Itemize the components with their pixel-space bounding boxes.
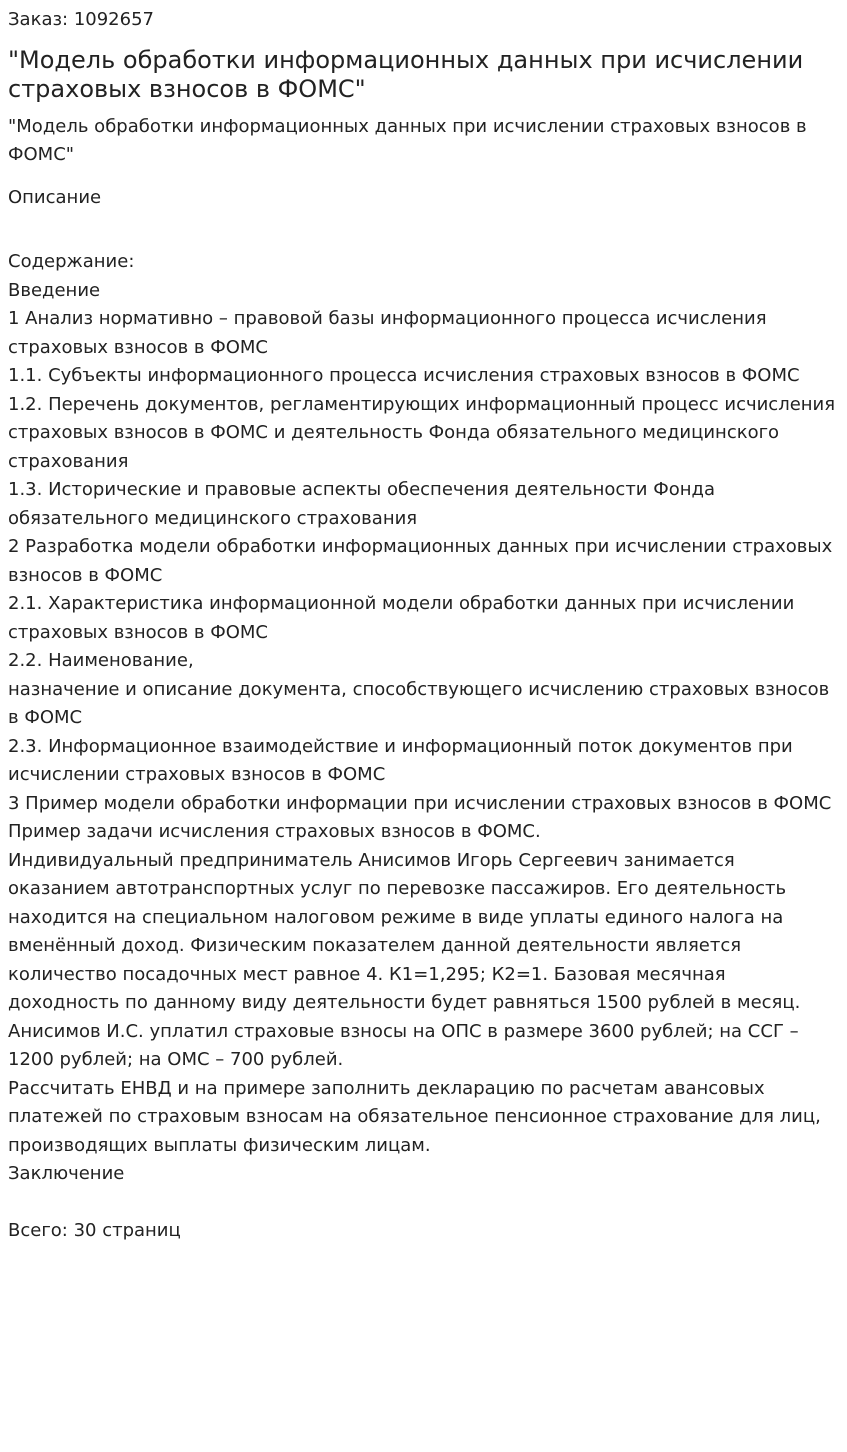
content-line: Индивидуальный предприниматель Анисимов Игорь Сергеевич занимается оказанием автотранспортных услуг по перевозке пассажиров. Его деятельность находится на специальном налоговом режиме в виде уплаты единого налога на вменённый доход. Физическим показателем данной деятельности является количество посадочных мест равное 4. К1=1,295; К2=1. Базовая месячная доходность по данному виду деятельности будет равняться 1500 рублей в месяц. Анисимов И.С. уплатил страховые взносы на ОПС в размере 3600 рублей; на ССГ – 1200 рублей; на ОМС – 700 рублей.	[8, 849, 801, 1070]
content-line: Заключение	[8, 1163, 125, 1184]
content-line: Содержание:	[8, 251, 135, 272]
content-line: 1 Анализ нормативно – правовой базы информационного процесса исчисления страховых взносов в ФОМС	[8, 308, 767, 358]
content-line: назначение и описание документа, способствующего исчислению страховых взносов в ФОМС	[8, 678, 830, 728]
content-line: Рассчитать ЕНВД и на примере заполнить декларацию по расчетам авансовых платежей по страховым взносам на обязательное пенсионное страхование для лиц, производящих выплаты физическим лицам.	[8, 1077, 821, 1156]
table-of-contents	[8, 248, 839, 1189]
content-line: Пример задачи исчисления страховых взносов в ФОМС.	[8, 821, 541, 842]
order-number: Заказ: 1092657	[8, 9, 154, 30]
content-line: Введение	[8, 279, 101, 301]
page-subtitle: "Модель обработки информационных данных при исчислении страховых взносов в ФОМС"	[8, 116, 807, 165]
content-line: 3 Пример модели обработки информации при исчислении страховых взносов в ФОМС	[8, 792, 832, 814]
content-line: 2.2. Наименование,	[8, 650, 194, 671]
page-title: "Модель обработки информационных данных при исчислении страховых взносов в ФОМС"	[8, 46, 804, 103]
page-count: Всего: 30 страниц	[8, 1219, 181, 1241]
description-label: Описание	[8, 187, 102, 208]
content-line: 2 Разработка модели обработки информационных данных при исчислении страховых взносов в ФОМС	[8, 536, 833, 586]
content-line: 1.2. Перечень документов, регламентирующих информационный процесс исчисления страховых взносов в ФОМС и деятельность Фонда обязательного медицинского страхования	[8, 393, 836, 472]
content-line: 1.1. Субъекты информационного процесса исчисления страховых взносов в ФОМС	[8, 365, 800, 386]
content-line: 2.3. Информационное взаимодействие и информационный поток документов при исчислении страховых взносов в ФОМС	[8, 735, 793, 785]
content-line: 1.3. Исторические и правовые аспекты обеспечения деятельности Фонда обязательного медицинского страхования	[8, 479, 715, 529]
content-line: 2.1. Характеристика информационной модели обработки данных при исчислении страховых взносов в ФОМС	[8, 593, 795, 643]
